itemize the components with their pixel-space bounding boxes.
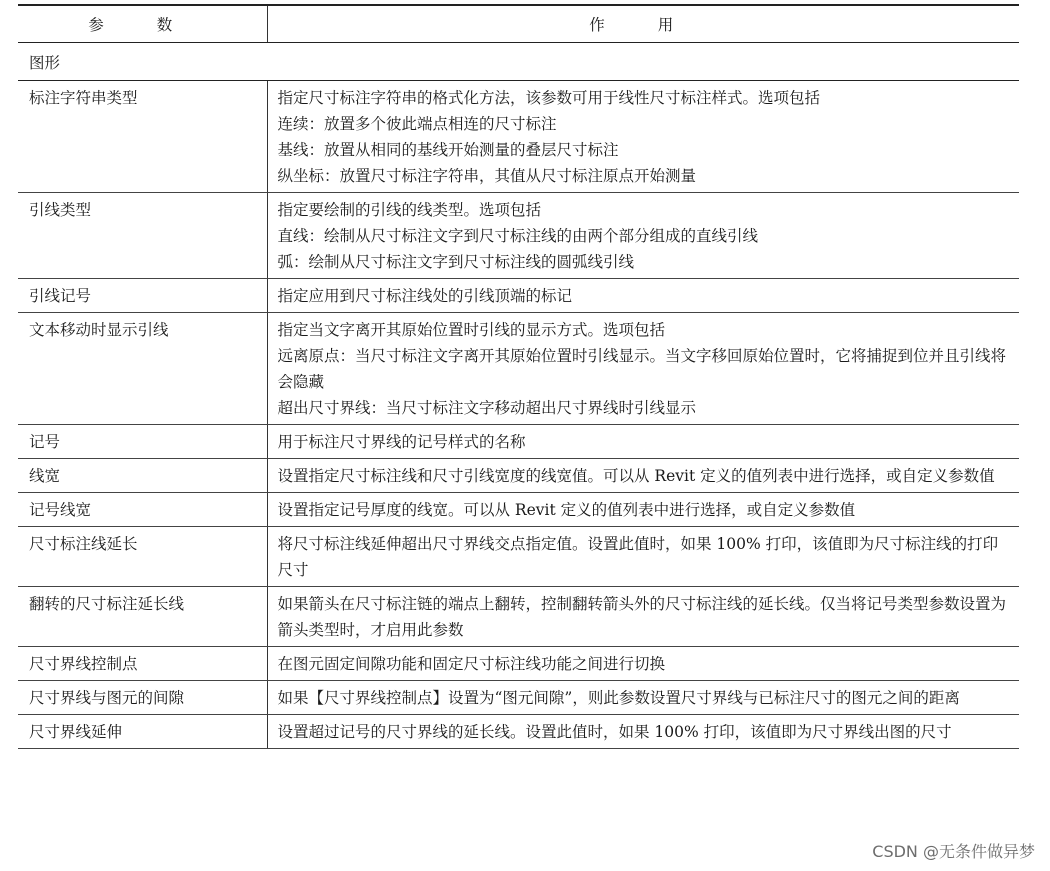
parameter-name: 文本移动时显示引线 [18, 313, 267, 425]
table-row [18, 681, 1019, 715]
parameter-name: 标注字符串类型 [18, 81, 267, 193]
table-row [18, 193, 1019, 279]
header-function: 作 用 [267, 5, 1019, 43]
parameter-table [18, 4, 1019, 749]
table-row [18, 647, 1019, 681]
parameter-name: 引线类型 [18, 193, 267, 279]
description-line: 用于标注尺寸界线的记号样式的名称 [277, 433, 526, 451]
description-line: 指定应用到尺寸标注线处的引线顶端的标记 [277, 287, 573, 305]
parameter-description [267, 313, 1019, 425]
parameter-name: 线宽 [18, 459, 267, 493]
parameter-name: 尺寸界线延伸 [18, 715, 267, 749]
header-parameter: 参 数 [18, 5, 267, 43]
description-line: 超出尺寸界线：当尺寸标注文字移动超出尺寸界线时引线显示 [277, 399, 697, 417]
table-row [18, 425, 1019, 459]
table-row [18, 81, 1019, 193]
table-header-row [18, 5, 1019, 43]
parameter-description [267, 279, 1019, 313]
parameter-description [267, 681, 1019, 715]
parameter-description [267, 647, 1019, 681]
description-line: 纵坐标：放置尺寸标注字符串，其值从尺寸标注原点开始测量 [277, 167, 697, 185]
description-line: 设置指定尺寸标注线和尺寸引线宽度的线宽值。可以从 Revit 定义的值列表中进行选择，或自定义参数值 [277, 467, 995, 485]
parameter-description [267, 587, 1019, 647]
table-row [18, 493, 1019, 527]
parameter-name: 尺寸界线控制点 [18, 647, 267, 681]
table-row [18, 459, 1019, 493]
parameter-name: 引线记号 [18, 279, 267, 313]
description-line: 基线：放置从相同的基线开始测量的叠层尺寸标注 [277, 141, 619, 159]
parameter-description [267, 193, 1019, 279]
description-line: 指定要绘制的引线的线类型。选项包括 [277, 201, 542, 219]
description-line: 如果箭头在尺寸标注链的端点上翻转，控制翻转箭头外的尺寸标注线的延长线。仅当将记号类型参数设置为箭头类型时，才启用此参数 [277, 595, 1007, 639]
description-line: 指定尺寸标注字符串的格式化方法，该参数可用于线性尺寸标注样式。选项包括 [277, 89, 821, 107]
parameter-name: 尺寸界线与图元的间隙 [18, 681, 267, 715]
description-line: 弧：绘制从尺寸标注文字到尺寸标注线的圆弧线引线 [277, 253, 635, 271]
description-line: 连续：放置多个彼此端点相连的尺寸标注 [277, 115, 557, 133]
description-line: 指定当文字离开其原始位置时引线的显示方式。选项包括 [277, 321, 666, 339]
parameter-name: 记号 [18, 425, 267, 459]
description-line: 直线：绘制从尺寸标注文字到尺寸标注线的由两个部分组成的直线引线 [277, 227, 759, 245]
table-row [18, 279, 1019, 313]
parameter-name: 记号线宽 [18, 493, 267, 527]
parameter-description [267, 715, 1019, 749]
table-row [18, 527, 1019, 587]
parameter-description [267, 425, 1019, 459]
description-line: 设置指定记号厚度的线宽。可以从 Revit 定义的值列表中进行选择，或自定义参数值 [277, 501, 856, 519]
description-line: 设置超过记号的尺寸界线的延长线。设置此值时，如果 100% 打印，该值即为尺寸界线出图的尺寸 [277, 723, 952, 741]
watermark: CSDN @无条件做异梦 [872, 842, 1035, 861]
parameter-description [267, 493, 1019, 527]
parameter-description [267, 459, 1019, 493]
section-title: 图形 [18, 43, 1019, 81]
table-row [18, 715, 1019, 749]
table-row [18, 313, 1019, 425]
description-line: 在图元固定间隙功能和固定尺寸标注线功能之间进行切换 [277, 655, 666, 673]
description-line: 如果【尺寸界线控制点】设置为“图元间隙”，则此参数设置尺寸界线与已标注尺寸的图元之间的距离 [277, 689, 960, 707]
table-row [18, 587, 1019, 647]
parameter-description [267, 81, 1019, 193]
description-line: 将尺寸标注线延伸超出尺寸界线交点指定值。设置此值时，如果 100% 打印，该值即为尺寸标注线的打印尺寸 [277, 535, 999, 579]
parameter-name: 翻转的尺寸标注延长线 [18, 587, 267, 647]
section-row [18, 43, 1019, 81]
parameter-description [267, 527, 1019, 587]
description-line: 远离原点：当尺寸标注文字离开其原始位置时引线显示。当文字移回原始位置时，它将捕捉到位并且引线将会隐藏 [277, 347, 1007, 391]
parameter-name: 尺寸标注线延长 [18, 527, 267, 587]
